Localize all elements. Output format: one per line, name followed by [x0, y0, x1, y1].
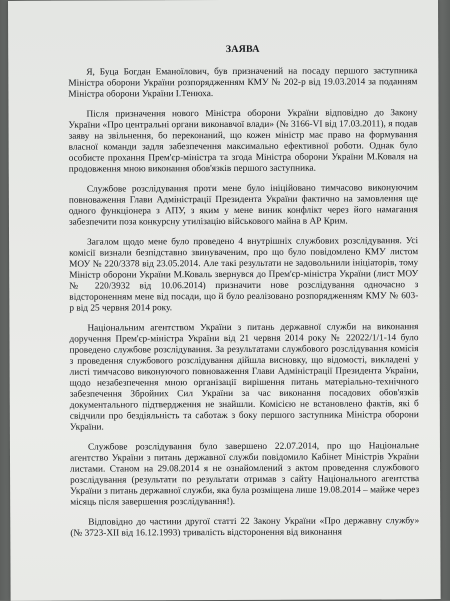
paragraph-5: Національним агентством України з питань державної служби на виконання доручення Прем'єр-міністра України від 21 червня 2014 року № 22022/1/1-14 було проведено службове розслідування. За результатами службового розслідування комісія з проведення службового розслідування дійшла висновку, що відомості, викладені у листі тимчасово виконуючого повноваження Глави Адміністрації Президента України, щодо незабезпечення мною організації вирішення питань матеріально-технічного забезпечення Збройних Сил України за час виконання посадових обов'язків документального підтвердження не знайшли. Комісією не встановлено фактів, які б свідчили про бездіяльність та саботаж з боку першого заступника Міністра оборони України.	[69, 322, 419, 433]
paragraph-6: Службове розслідування було завершено 22.07.2014, про що Національне агентство України з питань державної служби повідомило Кабінет Міністрів України листами. Станом на 29.08.2014 я не ознайомлений з актом проведення службового розслідування (результати по результати отримав з сайту Національного агентства України з питань державної служби, яка була розміщена лише 19.08.2014 – майже через місяць після завершення розслідування!).	[69, 441, 420, 508]
paragraph-7: Відповідно до частини другої статті 22 Закону України «Про державну службу» (№ 3723-XII від 16.12.1993) тривалість відсторонення від виконання	[70, 516, 420, 539]
document-page	[8, 0, 441, 601]
paragraph-3: Службове розслідування проти мене було ініційовано тимчасово виконуючим повноваження Глави Адміністрації Президента України фактично на замовлення ще одного функціонера з АПУ, з яким у мене виник конфлікт через його намагання забезпечити поза конкурсну утилізацію військового майна в АР Крим.	[68, 183, 418, 228]
paragraph-2: Після призначення нового Міністра оборони України відповідно до Закону України «Про центральні органи виконавчої влади» (№ 3166-VI від 17.03.2011), я подав заяву на звільнення, бо переконаний, що кожен міністр має право на формування власної команди задля забезпечення максимально ефективної роботи. Однак було особисте прохання Прем'єр-міністра та згода Міністра оборони України М.Коваля на продовження мною виконання обов'язків першого заступника.	[68, 108, 418, 175]
document-content	[68, 31, 419, 540]
document-title: ЗАЯВА	[225, 43, 260, 55]
paragraph-1: Я, Буца Богдан Еманоїлович, був призначений на посаду першого заступника Міністра оборони України розпорядженням КМУ № 202-р від 19.03.2014 за поданням Міністра оборони України І.Тенюха.	[68, 66, 418, 100]
paragraph-4: Загалом щодо мене було проведено 4 внутрішніх службових розслідування. Усі комісії визнали безпідставно звинуваченим, про що було повідомлено КМУ листом МОУ № 220/3378 від 23.05.2014. Але такі результати не задовольнили ініціаторів, тому Міністр оборони України М.Коваль звернувся до Прем'єр-міністра України (лист МОУ № 220/3932 від 10.06.2014) призначити нове розслідування одночасно з відстороненням мене від посади, що й було реалізовано розпорядженням КМУ № 603-р від 25 червня 2014 року.	[69, 236, 419, 314]
